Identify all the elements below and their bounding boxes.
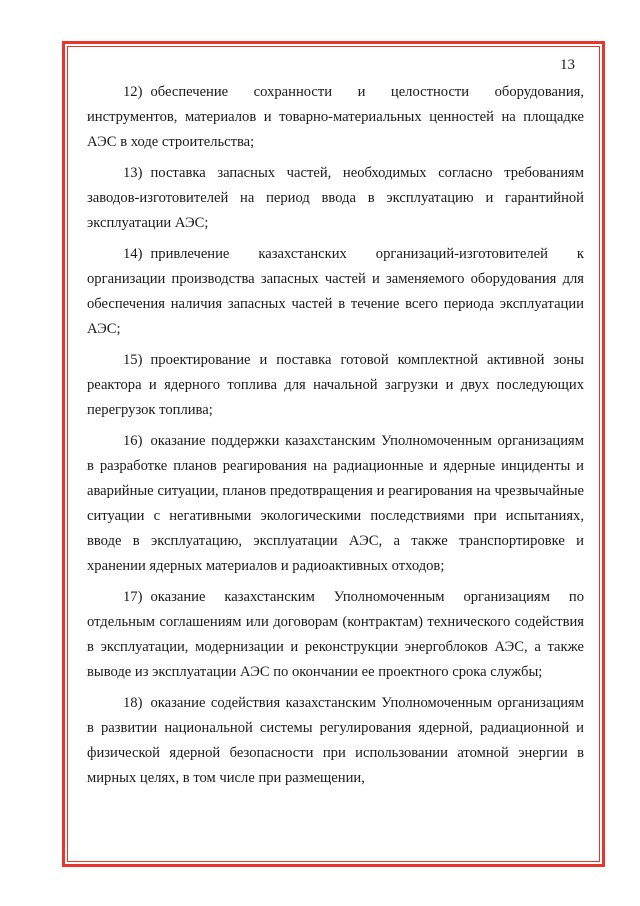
item-number: 13) bbox=[123, 165, 143, 181]
list-item bbox=[87, 585, 584, 685]
item-number: 16) bbox=[123, 433, 143, 449]
list-item bbox=[87, 242, 584, 342]
item-text: оказание содействия казахстанским Уполномоченным организациям в развитии национальной системы регулирования ядерной, радиационной и физической ядерной безопасности при использовании атомной энергии в мирных целях, в том числе при размещении, bbox=[87, 695, 584, 786]
item-text: привлечение казахстанских организаций-изготовителей к организации производства запасных частей и заменяемого оборудования для обеспечения наличия запасных частей в течение всего периода эксплуатации АЭС; bbox=[87, 246, 584, 337]
item-number: 12) bbox=[123, 84, 143, 100]
item-text: оказание казахстанским Уполномоченным организациям по отдельным соглашениям или договорам (контрактам) технического содействия в эксплуатации, модернизации и реконструкции энергоблоков АЭС, а также выводе из эксплуатации АЭС по окончании ее проектного срока службы; bbox=[87, 589, 584, 680]
item-text: обеспечение сохранности и целостности оборудования, инструментов, материалов и товарно-материальных ценностей на площадке АЭС в ходе строительства; bbox=[87, 84, 584, 150]
item-number: 18) bbox=[123, 695, 143, 711]
list-item bbox=[87, 429, 584, 579]
item-text: поставка запасных частей, необходимых согласно требованиям заводов-изготовителей на период ввода в эксплуатацию и гарантийной эксплуатации АЭС; bbox=[87, 165, 584, 231]
list-item bbox=[87, 80, 584, 155]
item-text: оказание поддержки казахстанским Уполномоченным организациям в разработке планов реагирования на радиационные и ядерные инциденты и аварийные ситуации, планов предотвращения и реагирования на чрезвычайные ситуации с негативными экологическими последствиями при испытаниях, вводе в эксплуатацию, эксплуатации АЭС, а также транспортировке и хранении ядерных материалов и радиоактивных отходов; bbox=[87, 433, 584, 574]
item-number: 17) bbox=[123, 589, 143, 605]
list-item bbox=[87, 161, 584, 236]
item-number: 14) bbox=[123, 246, 143, 262]
list-item bbox=[87, 691, 584, 791]
item-text: проектирование и поставка готовой комплектной активной зоны реактора и ядерного топлива для начальной загрузки и двух последующих перегрузок топлива; bbox=[87, 352, 584, 418]
list-item bbox=[87, 348, 584, 423]
item-number: 15) bbox=[123, 352, 143, 368]
document-body bbox=[87, 80, 584, 797]
page-number: 13 bbox=[560, 57, 575, 73]
